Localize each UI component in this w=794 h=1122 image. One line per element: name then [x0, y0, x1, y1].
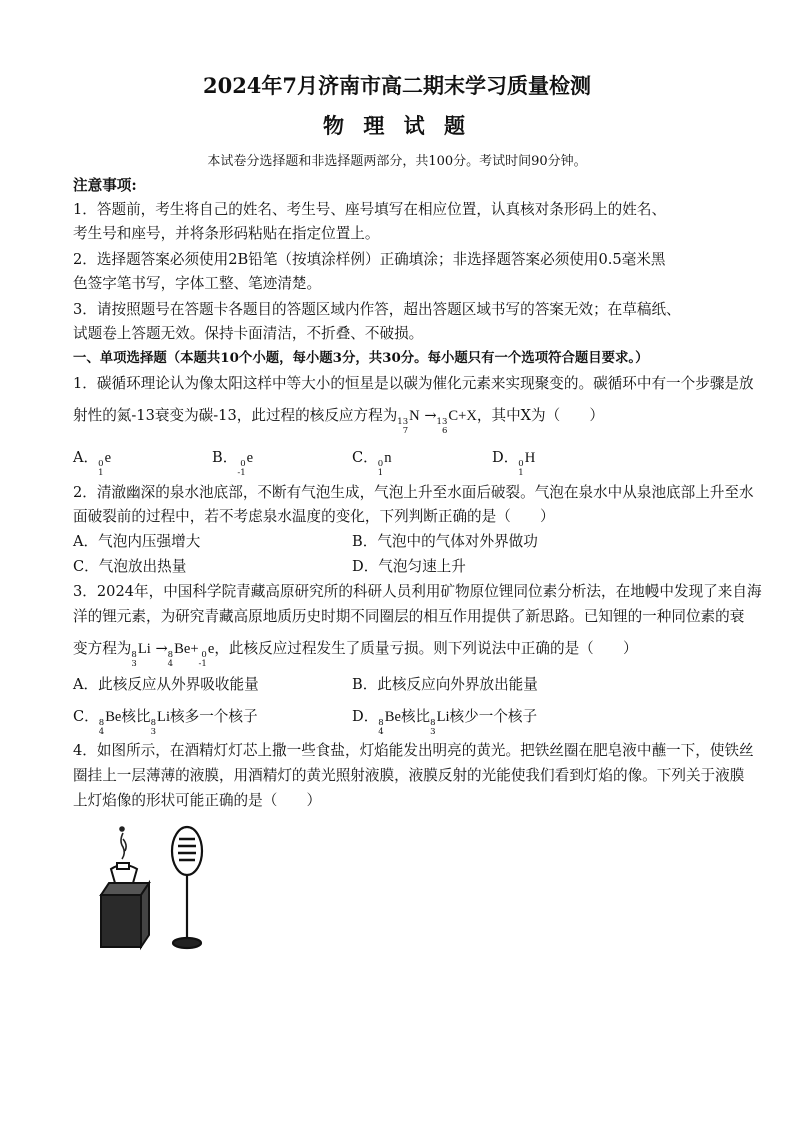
q3-option-c[interactable]: C． 8 4 Be核比 8 3 Li核多一个核子: [73, 708, 258, 737]
subject-title: 物 理 试 题: [323, 113, 471, 138]
q4-line-1: 4．如图所示，在酒精灯灯芯上撒一些食盐，灯焰能发出明亮的黄光。把铁丝圈在肥皂液中蘸一下，使铁丝: [73, 742, 754, 759]
wire-loop-icon: [172, 827, 202, 948]
q4-line-2: 圈挂上一层薄薄的液膜，用酒精灯的黄光照射液膜，液膜反射的光能使我们看到灯焰的像。下列关于液膜: [73, 767, 745, 784]
note-2-line-1: 2．选择题答案必须使用2B铅笔（按填涂样例）正确填涂；非选择题答案必须使用0.5毫米黑: [73, 251, 666, 268]
q1-option-b[interactable]: B． 0 -1 e: [212, 449, 254, 478]
q2-option-a[interactable]: A．气泡内压强增大: [73, 533, 201, 550]
flame-icon: [120, 827, 126, 859]
notes-heading: 注意事项:: [73, 177, 137, 194]
note-2-line-2: 色签字笔书写，字体工整、笔迹清楚。: [73, 275, 322, 292]
q1-option-d[interactable]: D． 0 1 H: [492, 449, 536, 478]
section-1-heading: 一、单项选择题（本题共10个小题，每小题3分，共30分。每小题只有一个选项符合题目要求。）: [73, 350, 649, 366]
q1-line-1: 1．碳循环理论认为像太阳这样中等大小的恒星是以碳为催化元素来实现聚变的。碳循环中有一个步骤是放: [73, 375, 754, 392]
reaction-arrow: →: [424, 407, 437, 424]
note-3-line-1: 3．请按照题号在答题卡各题目的答题区域内作答，超出答题区域书写的答案无效；在草稿纸、: [73, 301, 681, 318]
reaction-arrow: →: [155, 640, 168, 657]
q2-option-b[interactable]: B．气泡中的气体对外界做功: [352, 533, 538, 550]
alcohol-lamp-icon: [111, 863, 137, 885]
note-3-line-2: 试题卷上答题无效。保持卡面清洁，不折叠、不破损。: [73, 325, 424, 342]
block-stand-icon: [101, 883, 149, 947]
q2-option-c[interactable]: C．气泡放出热量: [73, 558, 187, 575]
q1-option-c[interactable]: C． 0 1 n: [352, 449, 392, 478]
q3-line-2: 洋的锂元素，为研究青藏高原地质历史时期不同圈层的相互作用提供了新思路。已知锂的一种同位素的衰: [73, 608, 745, 625]
exam-title: 2024年7月济南市高二期末学习质量检测: [202, 73, 592, 98]
q3-equation: 8 3 Li: [131, 641, 151, 669]
q1-line-2: 射性的氮-13衰变为碳-13，此过程的核反应方程为 13 7 N → 13 6 C+X，其中X为（ ）: [73, 407, 605, 436]
exam-info: 本试卷分选择题和非选择题两部分，共100分。考试时间90分钟。: [207, 154, 587, 169]
q2-line-2: 面破裂前的过程中，若不考虑泉水温度的变化，下列判断正确的是（ ）: [73, 508, 555, 525]
q1-equation: 13 7 N: [397, 408, 420, 436]
note-1-line-2: 考生号和座号，并将条形码粘贴在指定位置上。: [73, 225, 380, 242]
note-1-line-1: 1．答题前，考生将自己的姓名、考生号、座号填写在相应位置，认真核对条形码上的姓名、: [73, 201, 667, 218]
q1-option-a[interactable]: A． 0 1 e: [73, 449, 112, 478]
q2-line-1: 2．清澈幽深的泉水池底部，不断有气泡生成，气泡上升至水面后破裂。气泡在泉水中从泉池底部上升至水: [73, 484, 754, 501]
q2-option-d[interactable]: D．气泡匀速上升: [352, 558, 466, 575]
q3-option-b[interactable]: B．此核反应向外界放出能量: [352, 676, 538, 693]
q3-line-3: 变方程为 8 3 Li → 8 4 Be+ 0 -1 e，此核反应过程发生了质量亏损。则下列说法中正确的是（ ）: [73, 640, 638, 669]
q3-line-1: 3．2024年，中国科学院青藏高原研究所的科研人员利用矿物原位锂同位素分析法，在地幔中发现了来自海: [73, 583, 762, 600]
q3-option-a[interactable]: A．此核反应从外界吸收能量: [73, 676, 259, 693]
q3-option-d[interactable]: D． 8 4 Be核比 8 3 Li核少一个核子: [352, 708, 538, 737]
alcohol-lamp-soap-film-figure: [95, 813, 235, 963]
q4-line-3: 上灯焰像的形状可能正确的是（ ）: [73, 792, 322, 809]
q1-line-2-text: 射性的氮-13衰变为碳-13，此过程的核反应方程为: [73, 407, 398, 424]
